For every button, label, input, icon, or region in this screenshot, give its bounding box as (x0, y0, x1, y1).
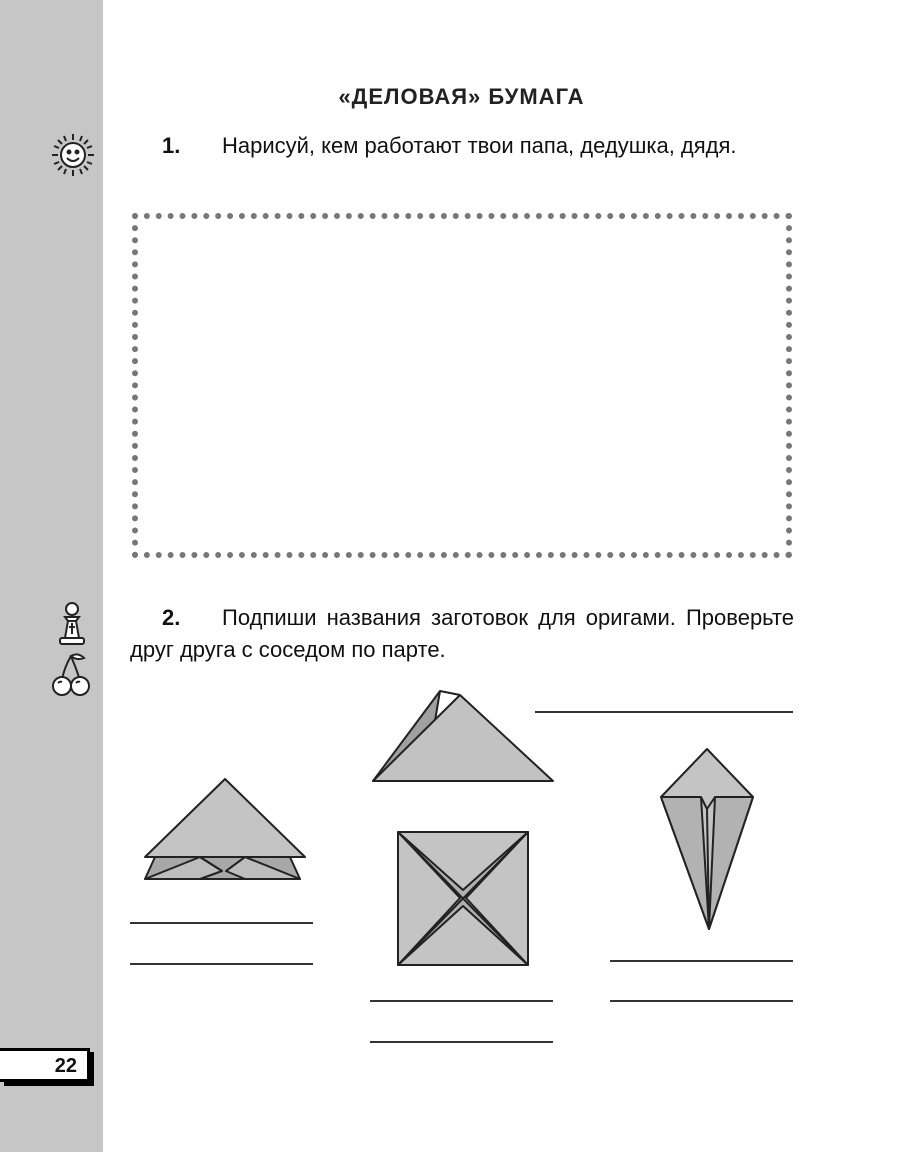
answer-line[interactable] (130, 922, 313, 924)
answer-line[interactable] (130, 963, 313, 965)
page-title: «ДЕЛОВАЯ» БУМАГА (338, 84, 585, 109)
task-1-text: Нарисуй, кем работают твои папа, дедушка, дядя. (222, 133, 737, 158)
cherry-icon (50, 652, 92, 698)
drawing-area[interactable] (132, 213, 792, 558)
answer-line[interactable] (610, 1000, 793, 1002)
smiling-sun-icon (50, 132, 96, 178)
answer-line[interactable] (610, 960, 793, 962)
page-number: 22 (0, 1048, 90, 1082)
task-1-number: 1. (162, 133, 181, 158)
chess-pawn-icon (52, 600, 92, 648)
answer-line[interactable] (370, 1000, 553, 1002)
origami-double-triangle-figure (365, 685, 560, 790)
answer-line[interactable] (535, 711, 793, 713)
task-1 (130, 130, 794, 162)
answer-line[interactable] (370, 1041, 553, 1043)
task-2-text: Подпиши названия заготовок для оригами. Проверьте друг друга с соседом по парте. (130, 605, 794, 662)
origami-kite-figure (655, 745, 760, 935)
origami-triangle-base-figure (140, 775, 310, 885)
task-2 (130, 602, 794, 666)
task-2-number: 2. (162, 605, 181, 630)
origami-square-base-figure (392, 826, 534, 971)
